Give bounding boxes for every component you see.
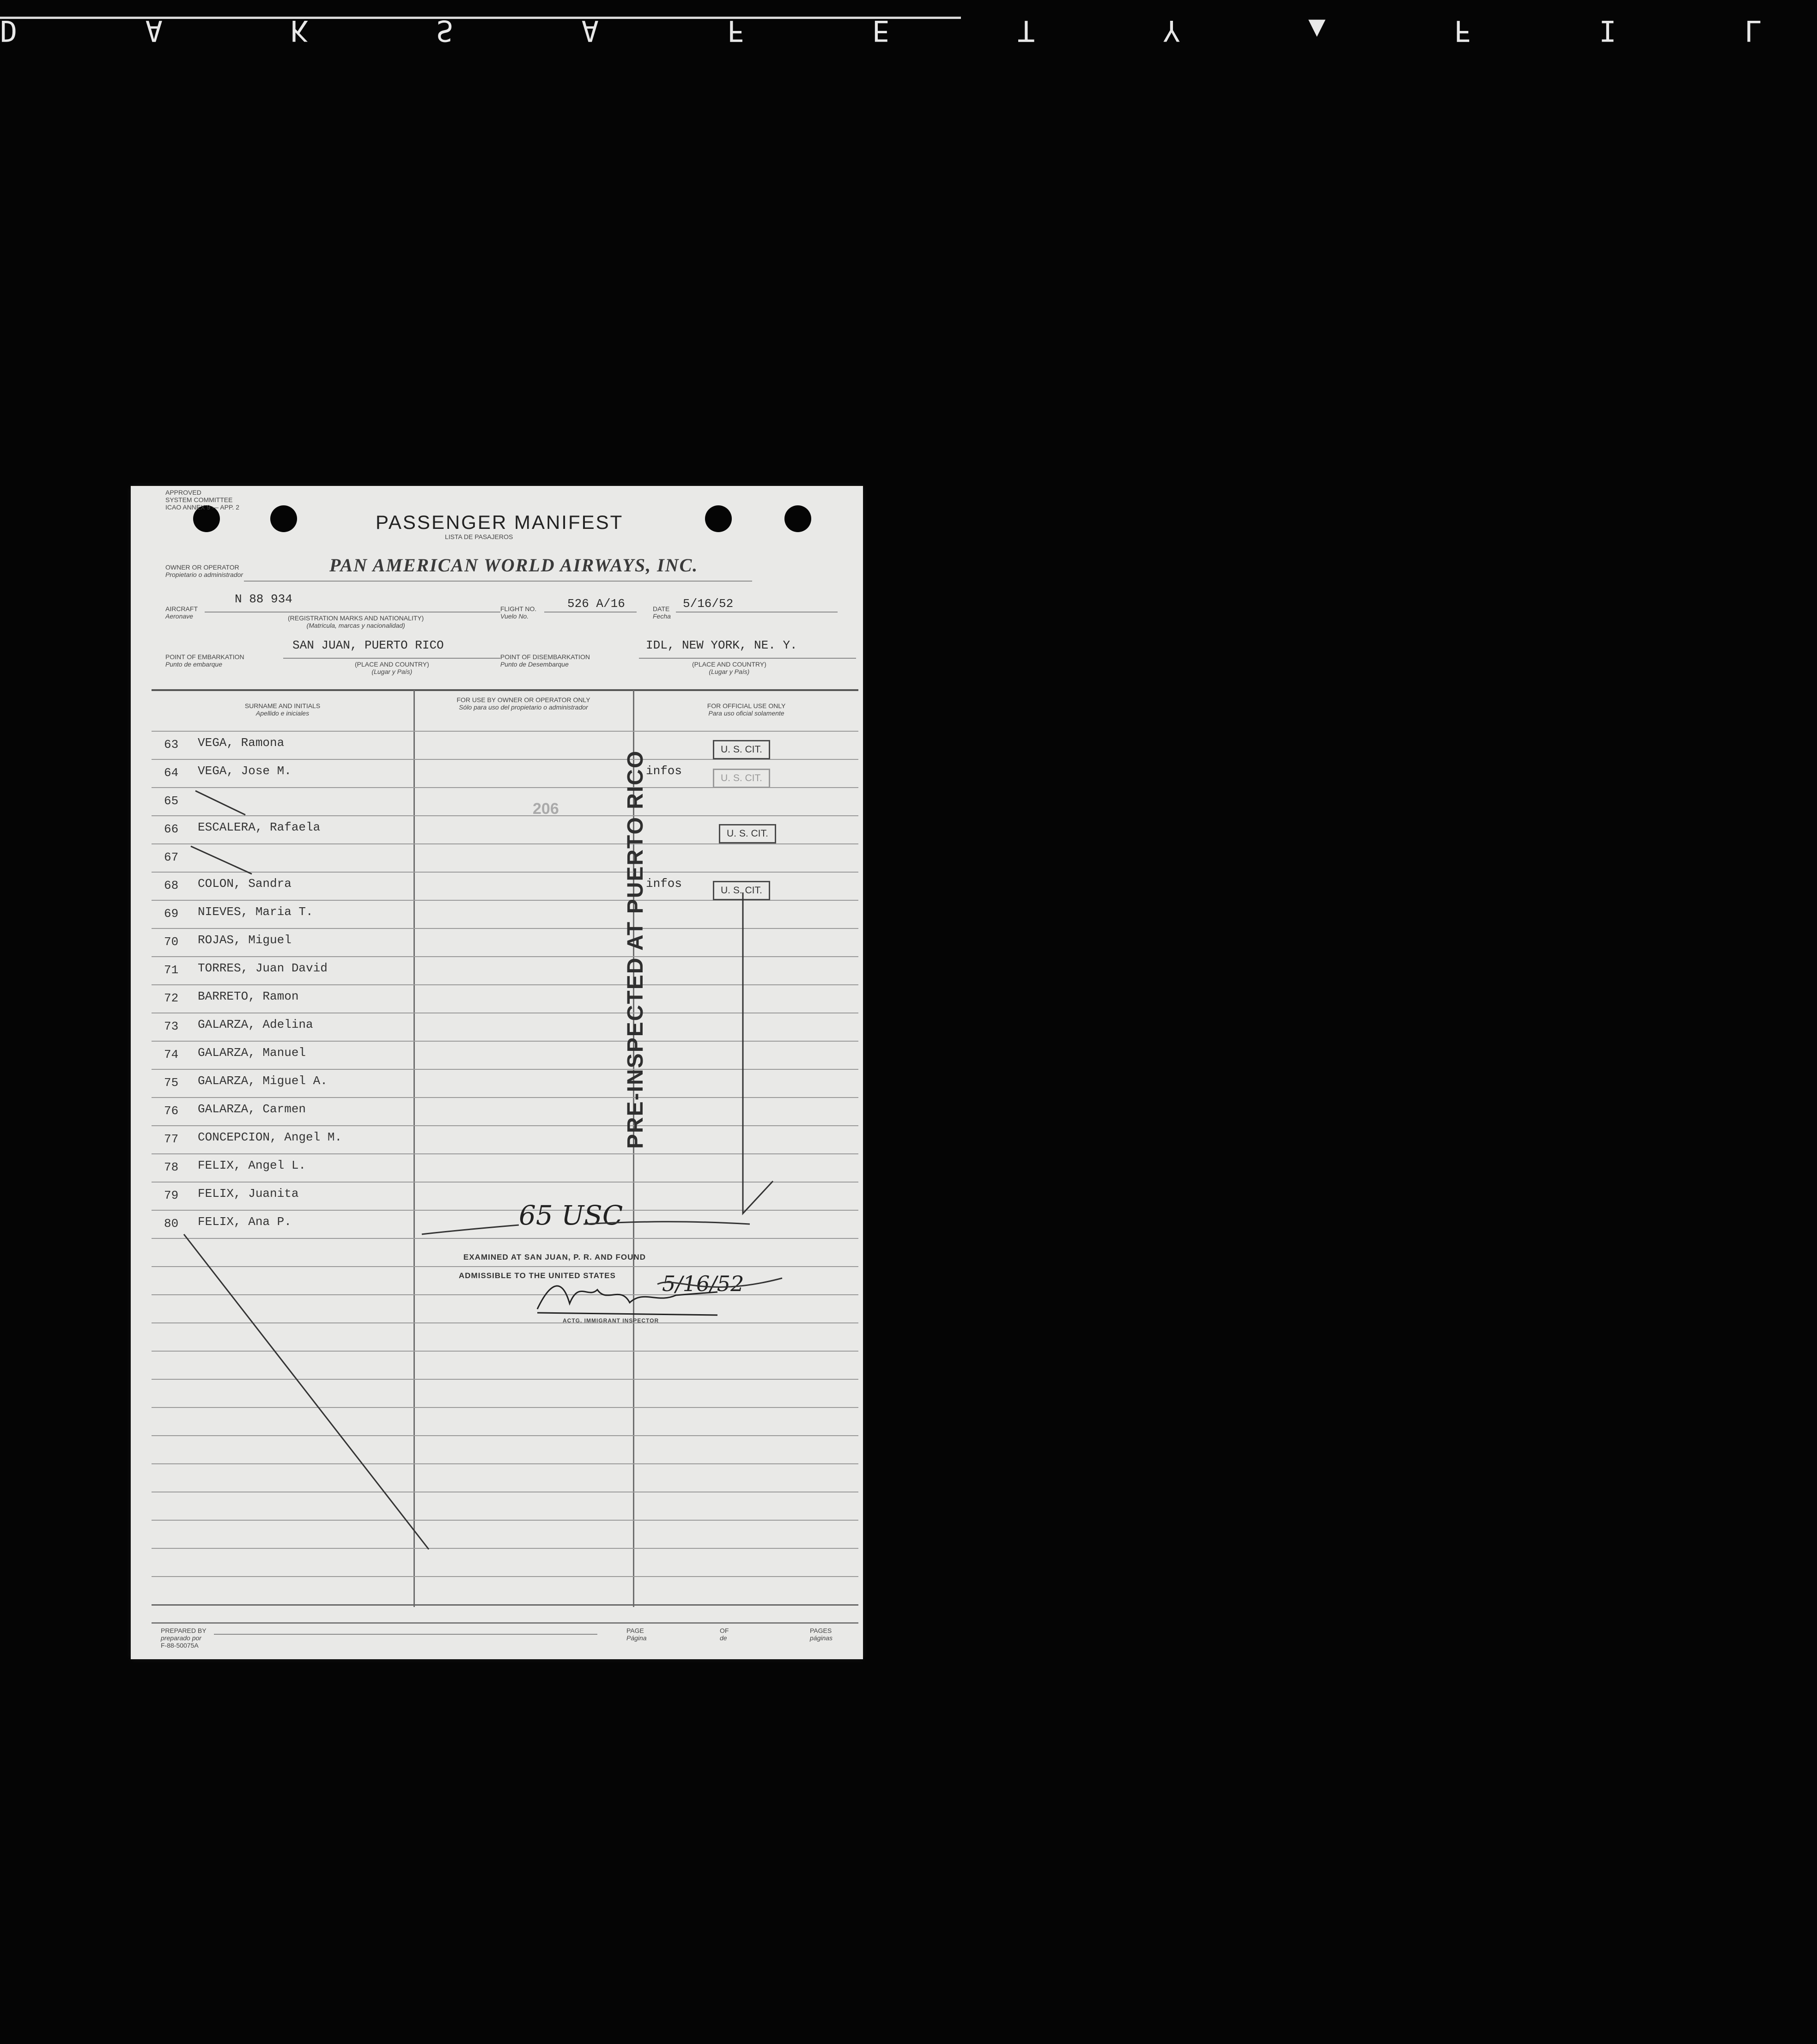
- row-number: 76: [164, 1104, 179, 1118]
- prepared-by-label: [161, 1627, 207, 1649]
- approval-line: APPROVED: [165, 489, 201, 496]
- row-number: 74: [164, 1048, 179, 1061]
- manifest-page: [131, 486, 863, 1659]
- row-number: 80: [164, 1217, 179, 1231]
- aircraft-label-es: Aeronave: [165, 613, 193, 620]
- embarkation-value: SAN JUAN, PUERTO RICO: [292, 638, 444, 652]
- pages-label-en: PAGES: [810, 1627, 832, 1634]
- column-header-name-es: Apellido e iniciales: [255, 710, 310, 717]
- row-number: 75: [164, 1076, 179, 1090]
- page-label-es: Página: [626, 1634, 647, 1642]
- row-number: 63: [164, 738, 179, 752]
- passenger-name: COLON, Sandra: [198, 877, 292, 891]
- page-label: [626, 1627, 647, 1642]
- row-number: 72: [164, 991, 179, 1005]
- operator-number-stamp: 206: [533, 800, 559, 818]
- row-number: 79: [164, 1189, 179, 1202]
- official-note: infos: [646, 877, 682, 891]
- column-header-official-en: FOR OFFICIAL USE ONLY: [707, 702, 786, 710]
- passenger-name: VEGA, Ramona: [198, 736, 285, 750]
- aircraft-sub-es: (Matricula, marcas y nacionalidad): [306, 622, 405, 629]
- examined-date: 5/16/52: [662, 1271, 744, 1296]
- row-number: 68: [164, 879, 179, 892]
- embarkation-sub-en: (PLACE AND COUNTRY): [355, 661, 429, 668]
- us-citizen-stamp: U. S. CIT.: [713, 740, 770, 759]
- passenger-name: ESCALERA, Rafaela: [198, 820, 321, 834]
- column-header-official-es: Para uso oficial solamente: [708, 710, 784, 717]
- date-stroke: [657, 1278, 782, 1287]
- passenger-name: VEGA, Jose M.: [198, 764, 292, 778]
- aircraft-sub-en: (REGISTRATION MARKS AND NATIONALITY): [288, 614, 424, 622]
- official-note: infos: [646, 764, 682, 778]
- row-number: 78: [164, 1160, 179, 1174]
- disembarkation-sub-es: (Lugar y País): [709, 668, 750, 675]
- footer-rule: [152, 1622, 858, 1624]
- of-label-es: de: [720, 1634, 727, 1642]
- page-label-en: PAGE: [626, 1627, 644, 1634]
- column-header-name-en: SURNAME AND INITIALS: [244, 702, 321, 710]
- row-number: 73: [164, 1019, 179, 1033]
- date-label-en: DATE: [653, 605, 670, 613]
- row-number: 65: [164, 794, 179, 808]
- page-subtitle: LISTA DE PASAJEROS: [445, 533, 513, 540]
- passenger-name: CONCEPCION, Angel M.: [198, 1130, 342, 1144]
- owner-label-en: OWNER OR OPERATOR: [165, 564, 239, 571]
- underline-stroke: [422, 1222, 750, 1234]
- column-header-operator-en: FOR USE BY OWNER OR OPERATOR ONLY: [456, 696, 590, 704]
- passenger-name: FELIX, Juanita: [198, 1187, 299, 1201]
- examined-stamp-line: EXAMINED AT SAN JUAN, P. R. AND FOUND: [463, 1253, 646, 1262]
- passenger-name: BARRETO, Ramon: [198, 989, 299, 1003]
- prepared-by-line: [214, 1634, 597, 1635]
- disembarkation-label-es: Punto de Desembarque: [500, 661, 569, 668]
- approval-line: SYSTEM COMMITTEE: [165, 496, 233, 503]
- pen-marks: [131, 486, 863, 1659]
- of-label-en: OF: [720, 1627, 729, 1634]
- row-number: 66: [164, 822, 179, 836]
- film-edge-text: D A K S A F E T Y ▲ F I L: [0, 14, 1817, 48]
- row-number: 77: [164, 1132, 179, 1146]
- row-number: 71: [164, 963, 179, 977]
- pages-label-es: páginas: [810, 1634, 833, 1642]
- form-number: F-88-50075A: [161, 1642, 199, 1649]
- row-number: 69: [164, 907, 179, 921]
- disembarkation-label-en: POINT OF DISEMBARKATION: [500, 653, 590, 661]
- passenger-name: TORRES, Juan David: [198, 961, 328, 975]
- embarkation-sub-es: (Lugar y País): [371, 668, 413, 675]
- passenger-name: ROJAS, Miguel: [198, 933, 292, 947]
- column-header-operator-es: Sólo para uso del propietario o administrador: [459, 704, 588, 711]
- strike-line: [191, 846, 252, 874]
- owner-value: PAN AMERICAN WORLD AIRWAYS, INC.: [329, 555, 699, 576]
- inspector-signature: [537, 1286, 717, 1315]
- inspector-title: ACTG. IMMIGRANT INSPECTOR: [563, 1317, 659, 1324]
- approval-line: ICAO ANNEX 9 — APP. 2: [165, 503, 240, 511]
- film-edge: [0, 0, 1817, 51]
- embarkation-label-en: POINT OF EMBARKATION: [165, 653, 244, 661]
- handwritten-count: 65 USC: [519, 1200, 623, 1231]
- passenger-name: GALARZA, Carmen: [198, 1102, 306, 1116]
- aircraft-label-en: AIRCRAFT: [165, 605, 198, 613]
- owner-label-es: Propietario o administrador: [165, 571, 243, 578]
- date-label-es: Fecha: [653, 613, 671, 620]
- flight-label-en: FLIGHT NO.: [500, 605, 537, 613]
- us-citizen-stamp: U. S. CIT.: [713, 769, 770, 788]
- row-number: 70: [164, 935, 179, 949]
- pre-inspected-stamp: PRE-INSPECTED AT PUERTO RICO: [623, 750, 648, 1149]
- embarkation-label-es: Punto de embarque: [165, 661, 222, 668]
- cancel-line: [184, 1234, 429, 1549]
- flight-value: 526 A/16: [567, 597, 625, 611]
- row-number: 67: [164, 850, 179, 864]
- flight-label-es: Vuelo No.: [500, 613, 529, 620]
- us-citizen-stamp: U. S. CIT.: [719, 824, 776, 843]
- us-citizen-stamp: U. S. CIT.: [713, 881, 770, 900]
- of-label: [720, 1627, 729, 1642]
- pages-label: [810, 1627, 833, 1642]
- examined-stamp-line: ADMISSIBLE TO THE UNITED STATES: [459, 1271, 616, 1280]
- row-number: 64: [164, 766, 179, 780]
- prepared-by-es: preparado por: [161, 1634, 201, 1642]
- passenger-name: GALARZA, Manuel: [198, 1046, 306, 1060]
- passenger-name: GALARZA, Adelina: [198, 1018, 313, 1031]
- strike-line: [195, 791, 245, 815]
- prepared-by-en: PREPARED BY: [161, 1627, 207, 1634]
- date-value: 5/16/52: [683, 597, 734, 611]
- page-title: PASSENGER MANIFEST: [376, 511, 624, 533]
- passenger-name: NIEVES, Maria T.: [198, 905, 313, 919]
- disembarkation-sub-en: (PLACE AND COUNTRY): [692, 661, 766, 668]
- passenger-name: FELIX, Angel L.: [198, 1158, 306, 1172]
- ditto-arrow: [743, 892, 773, 1213]
- passenger-name: FELIX, Ana P.: [198, 1215, 292, 1229]
- aircraft-value: N 88 934: [235, 592, 292, 606]
- passenger-name: GALARZA, Miguel A.: [198, 1074, 328, 1088]
- disembarkation-value: IDL, NEW YORK, NE. Y.: [646, 638, 797, 652]
